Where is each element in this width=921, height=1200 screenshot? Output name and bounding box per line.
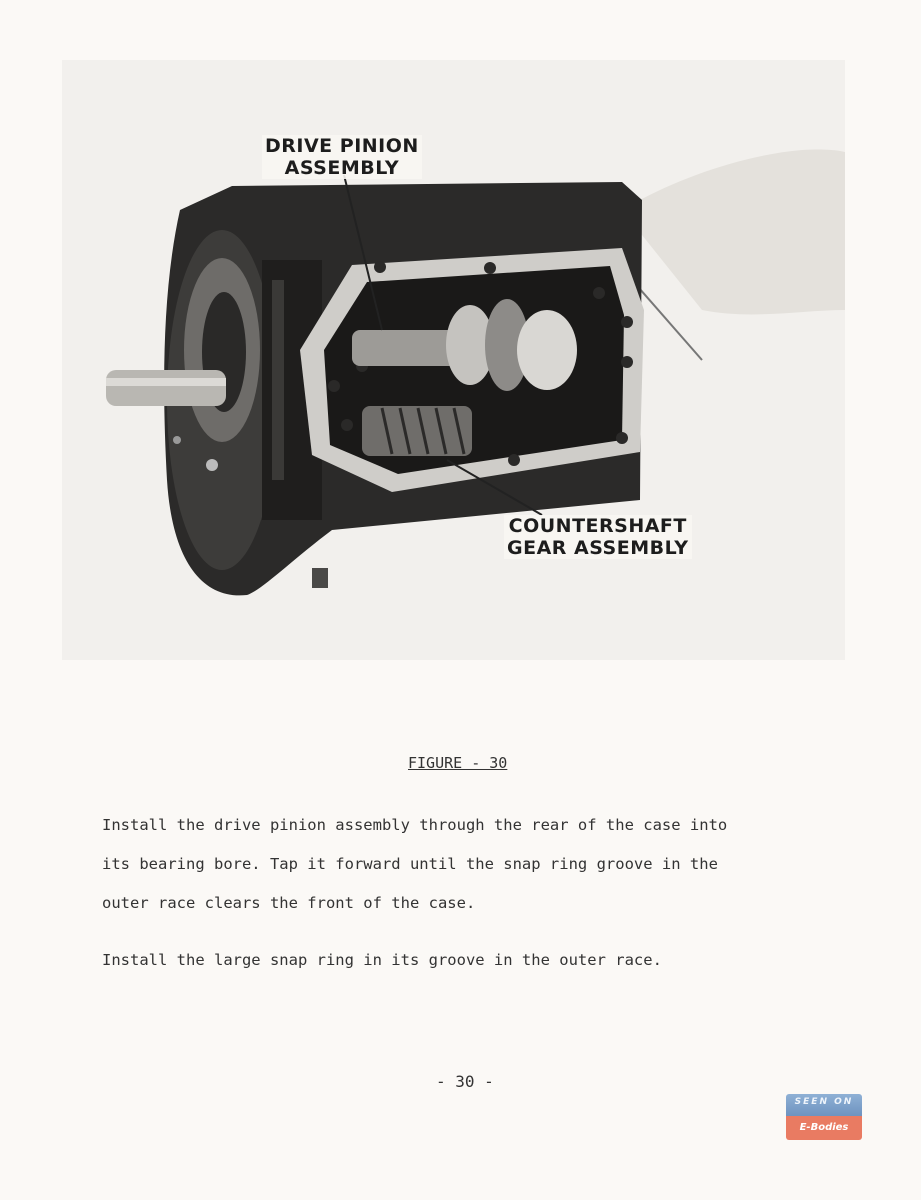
badge-line1: SEEN ON bbox=[786, 1094, 862, 1116]
page-number: - 30 - bbox=[436, 1072, 494, 1091]
drive-pinion-label bbox=[262, 135, 422, 179]
badge-line2: E-Bodies bbox=[786, 1116, 862, 1140]
countershaft-label-line1: COUNTERSHAFT bbox=[508, 515, 687, 537]
drive-pinion-label-line1: DRIVE PINION bbox=[265, 135, 419, 157]
seen-on-ebodies-badge bbox=[786, 1094, 862, 1140]
countershaft-label-line2: GEAR ASSEMBLY bbox=[507, 537, 689, 559]
instruction-line-3: outer race clears the front of the case. bbox=[102, 894, 476, 912]
countershaft-label bbox=[504, 515, 692, 559]
transmission-photo bbox=[62, 60, 845, 660]
drive-pinion-label-line2: ASSEMBLY bbox=[284, 157, 400, 179]
instruction-paragraph-2: Install the large snap ring in its groove in the outer race. bbox=[102, 951, 662, 969]
instruction-line-1: Install the drive pinion assembly through the rear of the case into bbox=[102, 816, 728, 834]
instruction-line-2: its bearing bore. Tap it forward until the snap ring groove in the bbox=[102, 855, 718, 873]
transmission-illustration bbox=[62, 60, 845, 660]
instruction-paragraph-1 bbox=[102, 806, 802, 923]
figure-caption: FIGURE - 30 bbox=[408, 754, 508, 772]
